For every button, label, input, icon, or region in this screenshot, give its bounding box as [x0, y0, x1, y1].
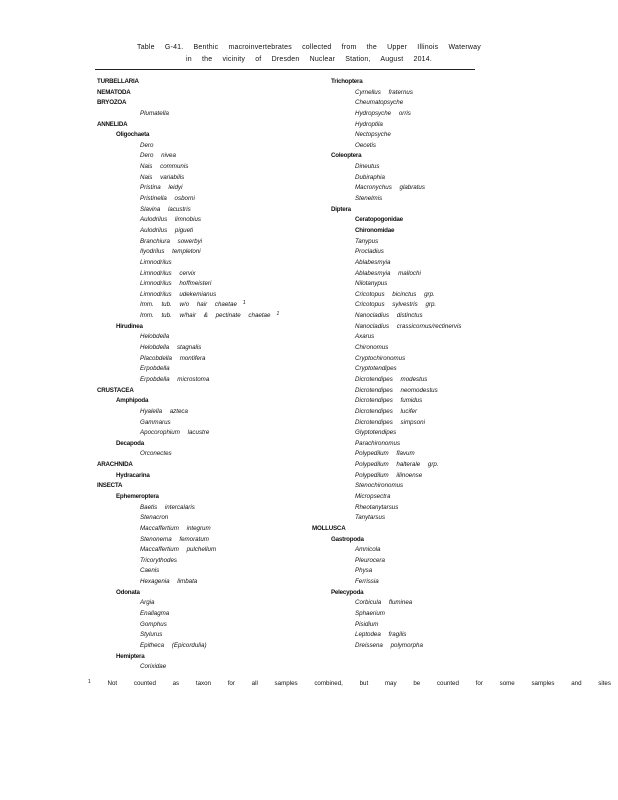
taxon-label: Ephemeroptera — [116, 492, 159, 500]
taxon-label: BRYOZOA — [97, 99, 127, 107]
taxon-label: CRUSTACEA — [97, 386, 134, 394]
taxon-label: Erpobdella microstoma — [140, 375, 210, 383]
taxon-label: Maccaffertium pulchellum — [140, 546, 217, 554]
taxon-name — [312, 98, 461, 109]
taxon-label: Dicrotendipes neomodestus — [355, 386, 438, 394]
taxon-label: Dero — [140, 141, 154, 149]
taxon-name — [312, 630, 461, 641]
taxon-label: Apocorophium lacustre — [140, 429, 210, 437]
taxon-label: Argia — [140, 599, 155, 607]
taxon-name — [312, 375, 461, 386]
taxon-name — [97, 237, 279, 248]
taxon-name — [97, 566, 279, 577]
taxon-name — [312, 577, 461, 588]
taxon-label: Parachironomus — [355, 439, 401, 447]
taxon-phylum — [97, 77, 279, 88]
taxon-label: Maccaffertium integrum — [140, 524, 211, 532]
taxon-name — [312, 279, 461, 290]
taxon-name — [97, 662, 279, 673]
taxon-name — [97, 428, 279, 439]
taxon-label: Aulodrilus limnobius — [140, 216, 202, 224]
taxon-label: Polypedilum illinoense — [355, 471, 423, 479]
taxon-class-order — [312, 535, 461, 546]
taxon-label: Pristina leidyi — [140, 184, 183, 192]
taxon-name — [312, 492, 461, 503]
taxon-label: Baetis intercalaris — [140, 503, 195, 511]
taxon-name — [312, 109, 461, 120]
taxon-name — [97, 215, 279, 226]
taxon-label: Ferrissia — [355, 578, 379, 586]
taxon-name — [97, 300, 279, 311]
taxon-label: Nanocladius crassicornus/rectinervis — [355, 322, 462, 330]
taxon-label: Ablabesmyia mallochi — [355, 269, 421, 277]
taxon-label: Limnodrilus — [140, 258, 172, 266]
taxon-name — [312, 620, 461, 631]
taxon-name — [312, 237, 461, 248]
table-caption-line1: Table G-41. Benthic macroinvertebrates collected from the Upper Illinois Waterway — [137, 44, 481, 51]
taxon-label: Slavina lacustris — [140, 205, 191, 213]
taxon-label: Orconectes — [140, 450, 172, 458]
taxon-label: Dero nivea — [140, 152, 176, 160]
taxon-label: Nais communis — [140, 163, 189, 171]
taxon-label: Nais variabilis — [140, 173, 185, 181]
taxon-label: Cheumatopsyche — [355, 99, 404, 107]
taxon-name — [97, 290, 279, 301]
taxon-label: Chironomidae — [355, 226, 395, 234]
taxon-class-order — [97, 588, 279, 599]
taxon-name — [97, 556, 279, 567]
taxon-label: Axarus — [355, 333, 375, 341]
taxon-label: Cyrnellus fraternus — [355, 88, 413, 96]
taxon-label: Stenacron — [140, 514, 169, 522]
taxon-label: Ilyodrilus templetoni — [140, 248, 201, 256]
taxon-label: Diptera — [331, 205, 351, 213]
taxon-name — [312, 439, 461, 450]
footnote-reference: 1 — [276, 311, 280, 318]
taxon-label: Procladius — [355, 248, 384, 256]
right-taxa-column — [312, 77, 461, 652]
taxon-name — [97, 141, 279, 152]
taxon-label: Coleoptera — [331, 152, 362, 160]
taxon-name — [97, 524, 279, 535]
taxon-name — [312, 88, 461, 99]
taxon-label: Stenochironomus — [355, 482, 404, 490]
taxon-class-order — [312, 77, 461, 88]
taxon-label: Hyalella azteca — [140, 407, 188, 415]
left-taxa-column — [97, 77, 279, 673]
taxon-name — [97, 194, 279, 205]
taxon-label: Stenelmis — [355, 195, 383, 203]
taxon-name — [312, 418, 461, 429]
taxon-label: Glyptotendipes — [355, 429, 397, 437]
taxon-label: Macronychus glabratus — [355, 184, 425, 192]
taxon-label: Hexagenia limbata — [140, 578, 198, 586]
taxon-label: Trichoptera — [331, 78, 363, 85]
footnote-mark: 1 — [88, 679, 91, 685]
taxon-name — [97, 109, 279, 120]
taxon-label: Dicrotendipes lucifer — [355, 407, 418, 415]
taxon-name — [97, 279, 279, 290]
taxon-phylum — [97, 98, 279, 109]
taxon-label: Pristinella osborni — [140, 195, 195, 203]
taxon-name — [97, 513, 279, 524]
taxon-name — [312, 396, 461, 407]
taxon-label: Cricotopus bicinctus grp. — [355, 290, 435, 298]
taxon-name — [97, 364, 279, 375]
taxon-label: Helobdella stagnalis — [140, 344, 202, 352]
taxon-label: Enallagma — [140, 610, 170, 618]
taxon-name — [312, 386, 461, 397]
taxon-name — [312, 226, 461, 237]
taxon-name — [97, 151, 279, 162]
taxon-label: Oecetis — [355, 141, 376, 149]
taxon-name — [97, 609, 279, 620]
taxon-label: Pleurocera — [355, 556, 385, 564]
taxon-name — [97, 269, 279, 280]
taxon-name — [97, 247, 279, 258]
taxon-label: Corbicula fluminea — [355, 599, 413, 607]
taxon-name — [312, 460, 461, 471]
taxon-class-order — [97, 439, 279, 450]
taxon-class-order — [312, 151, 461, 162]
taxon-name — [312, 545, 461, 556]
taxon-name — [97, 258, 279, 269]
taxon-label: TURBELLARIA — [97, 78, 139, 85]
taxon-label: Limnodrilus cervix — [140, 269, 196, 277]
taxon-name — [97, 205, 279, 216]
taxon-name — [312, 449, 461, 460]
taxon-label: Decapoda — [116, 439, 144, 447]
taxon-label: MOLLUSCA — [312, 524, 346, 532]
taxon-name — [312, 183, 461, 194]
taxon-label: Cryptochironomus — [355, 354, 406, 362]
taxon-name — [312, 311, 461, 322]
taxon-label: Hydracarina — [116, 471, 150, 479]
footnote — [88, 680, 611, 687]
taxon-name — [97, 332, 279, 343]
taxon-label: Dicrotendipes modestus — [355, 375, 428, 383]
taxon-label: Placobdella montifera — [140, 354, 206, 362]
taxon-label: ARACHNIDA — [97, 461, 133, 469]
taxon-name — [312, 247, 461, 258]
taxon-name — [312, 481, 461, 492]
taxon-class-order — [97, 652, 279, 663]
taxon-name — [312, 120, 461, 131]
taxon-label: Dubiraphia — [355, 173, 385, 181]
footnote-text: Not counted as taxon for all samples combined, but may be counted for some samples and sites — [107, 680, 611, 687]
taxon-label: Ceratopogonidae — [355, 216, 403, 224]
taxon-label: Cricotopus sylvestris grp. — [355, 301, 437, 309]
taxon-class-order — [312, 588, 461, 599]
taxon-name — [312, 173, 461, 184]
taxon-label: Corixidae — [140, 663, 167, 671]
taxon-label: Polypedilum halterale grp. — [355, 461, 439, 469]
taxon-label: Stenonema femoratum — [140, 535, 209, 543]
taxon-label: Odonata — [116, 588, 140, 596]
taxon-name — [312, 513, 461, 524]
taxon-name — [97, 449, 279, 460]
taxon-label: Chironomus — [355, 344, 389, 352]
taxon-label: Pelecypoda — [331, 588, 364, 596]
taxon-class-order — [97, 492, 279, 503]
taxon-label: Nilotanypus — [355, 280, 388, 288]
taxon-label: Helobdella — [140, 333, 170, 341]
taxon-name — [97, 354, 279, 365]
taxon-name — [97, 183, 279, 194]
taxon-name — [312, 641, 461, 652]
taxon-name — [97, 162, 279, 173]
taxon-label: Branchiura sowerbyi — [140, 237, 203, 245]
taxon-name — [312, 290, 461, 301]
taxon-label: Oligochaeta — [116, 131, 150, 139]
taxon-name — [97, 226, 279, 237]
taxon-label: Hydroptila — [355, 120, 383, 128]
taxon-label: Stylurus — [140, 631, 163, 639]
taxon-name — [97, 641, 279, 652]
taxon-label: Sphaerium — [355, 610, 385, 618]
taxon-name — [97, 630, 279, 641]
taxon-name — [97, 173, 279, 184]
taxon-label: Limnodrilus hoffmeisteri — [140, 280, 212, 288]
taxon-name — [312, 322, 461, 333]
taxon-name — [97, 407, 279, 418]
taxon-name — [97, 535, 279, 546]
taxon-label: Ablabesmyia — [355, 258, 391, 266]
taxon-name — [97, 418, 279, 429]
taxon-label: Gastropoda — [331, 535, 364, 543]
taxon-label: Caenis — [140, 567, 160, 575]
taxon-name — [312, 354, 461, 365]
taxon-name — [312, 258, 461, 269]
taxon-phylum — [97, 386, 279, 397]
taxon-label: Dicrotendipes fumidus — [355, 397, 423, 405]
taxon-name — [312, 300, 461, 311]
taxon-name — [312, 471, 461, 482]
taxon-name — [312, 556, 461, 567]
taxon-label: Pisidium — [355, 620, 379, 628]
taxon-label: Erpobdella — [140, 365, 170, 373]
taxon-class-order — [97, 396, 279, 407]
taxon-label: Amnicola — [355, 546, 381, 554]
taxon-label: Gammarus — [140, 418, 171, 426]
taxon-phylum — [97, 120, 279, 131]
taxon-phylum — [312, 524, 461, 535]
taxon-class-order — [97, 130, 279, 141]
taxon-name — [312, 194, 461, 205]
taxon-name — [312, 407, 461, 418]
taxon-name — [312, 332, 461, 343]
taxon-name — [97, 503, 279, 514]
taxon-name — [97, 545, 279, 556]
taxon-class-order — [97, 471, 279, 482]
taxon-label: Nectopsyche — [355, 131, 391, 139]
taxon-label: Imm. tub. w/o hair chaetae — [140, 301, 237, 309]
taxon-label: Hydropsyche orris — [355, 109, 411, 117]
taxon-class-order — [312, 205, 461, 216]
taxon-label: Leptodea fragilis — [355, 631, 407, 639]
taxon-phylum — [97, 481, 279, 492]
taxon-label: Epitheca (Epicordulia) — [140, 641, 207, 649]
taxon-name — [312, 428, 461, 439]
taxon-label: NEMATODA — [97, 88, 131, 96]
taxon-label: Dineutus — [355, 163, 380, 171]
taxon-name — [312, 130, 461, 141]
taxon-name — [312, 215, 461, 226]
footnote-reference: 1 — [242, 300, 246, 307]
taxon-label: Dreissena polymorpha — [355, 641, 423, 649]
taxon-label: INSECTA — [97, 482, 123, 490]
taxon-name — [312, 343, 461, 354]
taxon-label: Tanypus — [355, 237, 379, 245]
taxon-label: Tanytarsus — [355, 514, 386, 522]
taxon-class-order — [97, 322, 279, 333]
taxon-name — [312, 609, 461, 620]
taxon-phylum — [97, 460, 279, 471]
taxon-name — [97, 375, 279, 386]
taxon-name — [97, 343, 279, 354]
taxon-label: Imm. tub. w/hair & pectinate chaetae — [140, 312, 271, 320]
taxon-label: Tricorythodes — [140, 556, 178, 564]
taxon-name — [312, 269, 461, 280]
taxon-name — [97, 577, 279, 588]
taxon-name — [97, 598, 279, 609]
taxon-label: Amphipoda — [116, 397, 149, 405]
taxon-label: Hirudinea — [116, 322, 143, 330]
taxon-label: Aulodrilus pigueti — [140, 226, 194, 234]
taxon-label: Cryptotendipes — [355, 365, 397, 373]
taxon-label: Physa — [355, 567, 373, 575]
taxon-name — [312, 141, 461, 152]
taxon-name — [312, 162, 461, 173]
taxon-label: Gomphus — [140, 620, 167, 628]
taxon-name — [312, 566, 461, 577]
taxon-label: Rheotanytarsus — [355, 503, 399, 511]
taxon-name — [97, 620, 279, 631]
taxon-name — [312, 503, 461, 514]
header-rule — [95, 69, 475, 70]
taxon-label: Hemiptera — [116, 652, 145, 660]
taxon-label: Polypedilum flavum — [355, 450, 415, 458]
taxon-label: Limnodrilus udekemianus — [140, 290, 217, 298]
taxon-name — [312, 364, 461, 375]
taxon-label: Micropsectra — [355, 492, 391, 500]
taxon-label: Dicrotendipes simpsoni — [355, 418, 425, 426]
table-caption-line2: in the vicinity of Dresden Nuclear Station, August 2014. — [185, 56, 433, 63]
taxon-label: ANNELIDA — [97, 120, 128, 128]
taxon-label: Plumatella — [140, 109, 169, 117]
taxon-name — [97, 311, 279, 322]
taxon-name — [312, 598, 461, 609]
taxon-phylum — [97, 88, 279, 99]
taxon-label: Nanocladius distinctus — [355, 312, 423, 320]
